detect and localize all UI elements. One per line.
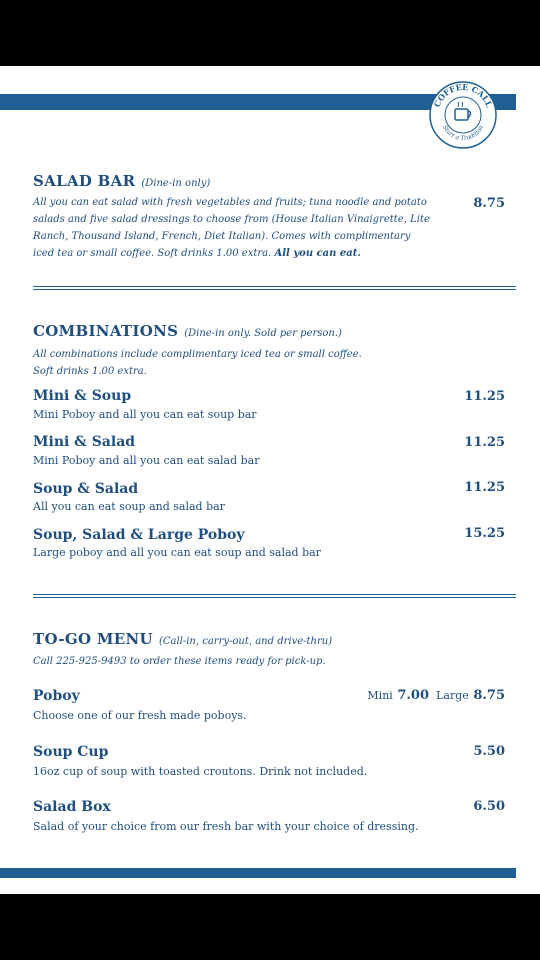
to-go-item-desc: Choose one of our fresh made poboys. bbox=[33, 709, 247, 722]
logo-top-text: COFFEE CALL bbox=[431, 81, 495, 109]
combinations-note: (Dine-in only. Sold per person.) bbox=[184, 328, 342, 339]
section-divider bbox=[33, 286, 516, 290]
to-go-item-price: 5.50 bbox=[473, 744, 505, 759]
to-go-description bbox=[33, 653, 326, 670]
mini-size-label: Mini bbox=[367, 689, 393, 702]
combinations-heading: COMBINATIONS bbox=[33, 322, 179, 340]
to-go-title bbox=[33, 630, 332, 648]
salad-bar-desc-line: All you can eat salad with fresh vegetables and fruits; tuna noodle and potato bbox=[33, 197, 427, 208]
combo-item-price: 11.25 bbox=[464, 480, 505, 495]
combo-item-name: Mini & Soup bbox=[33, 388, 132, 404]
combo-item-name: Soup, Salad & Large Poboy bbox=[33, 527, 245, 543]
coffee-call-logo bbox=[428, 80, 498, 150]
bottom-bar bbox=[0, 868, 516, 878]
large-price-value: 8.75 bbox=[473, 688, 505, 703]
salad-bar-description bbox=[33, 194, 430, 262]
logo-bottom-text: Start a Tradition bbox=[440, 124, 486, 143]
salad-bar-desc-line: salads and five salad dressings to choose from (House Italian Vinaigrette, Lite bbox=[33, 214, 430, 225]
salad-bar-desc-line: Ranch, Thousand Island, French, Diet Italian). Comes with complimentary bbox=[33, 231, 411, 242]
combinations-description bbox=[33, 346, 362, 380]
to-go-desc-line: Call 225-925-9493 to order these items ready for pick-up. bbox=[33, 656, 326, 667]
to-go-heading: TO-GO MENU bbox=[33, 630, 153, 648]
combo-item-price: 11.25 bbox=[464, 435, 505, 450]
combo-item-desc: Mini Poboy and all you can eat salad bar bbox=[33, 454, 260, 467]
large-size-label: Large bbox=[436, 689, 469, 702]
combo-item-desc: Large poboy and all you can eat soup and salad bar bbox=[33, 546, 321, 559]
salad-bar-title bbox=[33, 172, 210, 190]
combinations-title bbox=[33, 322, 342, 340]
to-go-item-name: Salad Box bbox=[33, 799, 111, 815]
salad-bar-heading: SALAD BAR bbox=[33, 172, 136, 190]
combinations-desc-line: Soft drinks 1.00 extra. bbox=[33, 366, 147, 377]
poboy-large-price bbox=[436, 688, 505, 703]
to-go-item-name: Poboy bbox=[33, 688, 80, 704]
combo-item-price: 11.25 bbox=[464, 389, 505, 404]
combo-item-price: 15.25 bbox=[464, 526, 505, 541]
mini-price-value: 7.00 bbox=[397, 688, 429, 703]
salad-bar-price: 8.75 bbox=[473, 196, 505, 211]
section-divider bbox=[33, 594, 516, 598]
to-go-item-desc: 16oz cup of soup with toasted croutons. Drink not included. bbox=[33, 765, 368, 778]
combo-item-name: Soup & Salad bbox=[33, 481, 139, 497]
salad-bar-desc-line: iced tea or small coffee. Soft drinks 1.00 extra. bbox=[33, 248, 272, 259]
to-go-item-desc: Salad of your choice from our fresh bar with your choice of dressing. bbox=[33, 820, 419, 833]
poboy-mini-price bbox=[367, 688, 429, 703]
combo-item-desc: Mini Poboy and all you can eat soup bar bbox=[33, 408, 257, 421]
to-go-item-price: 6.50 bbox=[473, 799, 505, 814]
combo-item-name: Mini & Salad bbox=[33, 434, 136, 450]
combinations-desc-line: All combinations include complimentary iced tea or small coffee. bbox=[33, 349, 362, 360]
salad-bar-desc-bold: All you can eat. bbox=[274, 248, 361, 259]
menu-page bbox=[0, 66, 540, 894]
to-go-note: (Call-in, carry-out, and drive-thru) bbox=[158, 636, 333, 647]
to-go-item-name: Soup Cup bbox=[33, 744, 109, 760]
combo-item-desc: All you can eat soup and salad bar bbox=[33, 500, 225, 513]
salad-bar-note: (Dine-in only) bbox=[141, 178, 211, 189]
